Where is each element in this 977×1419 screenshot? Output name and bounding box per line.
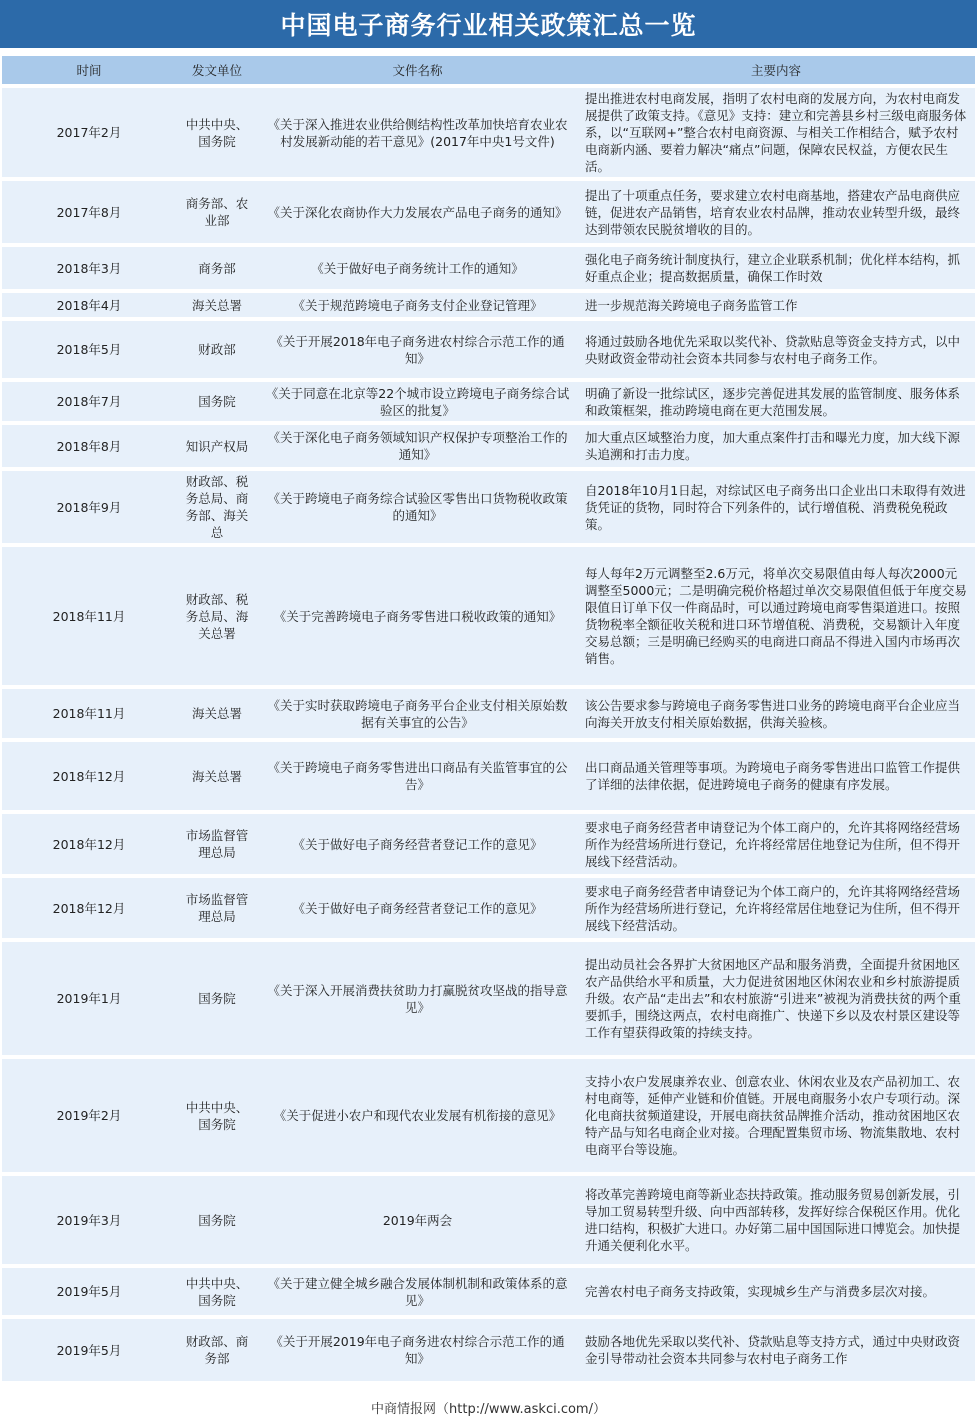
cell-content: 该公告要求参与跨境电子商务零售进口业务的跨境电商平台企业应当向海关开放支付相关原始数据，供海关验核。 — [577, 689, 975, 738]
cell-dept: 市场监督管理总局 — [176, 878, 258, 938]
table-row — [2, 425, 975, 467]
table-row — [2, 547, 975, 685]
cell-content: 明确了新设一批综试区，逐步完善促进其发展的监管制度、服务体系和政策框架，推动跨境电商在更大范围发展。 — [577, 382, 975, 421]
cell-time: 2018年4月 — [2, 293, 176, 317]
table-row — [2, 942, 975, 1055]
cell-dept: 财政部、税务总局、商务部、海关总 — [176, 471, 258, 543]
cell-dept: 国务院 — [176, 1176, 258, 1264]
cell-time: 2018年12月 — [2, 742, 176, 810]
cell-time: 2018年3月 — [2, 247, 176, 289]
cell-content: 强化电子商务统计制度执行，建立企业联系机制；优化样本结构，抓好重点企业；提高数据质量，确保工作时效 — [577, 247, 975, 289]
cell-content: 将改革完善跨境电商等新业态扶持政策。推动服务贸易创新发展，引导加工贸易转型升级、向中西部转移，发挥好综合保税区作用。优化进口结构，积极扩大进口。办好第二届中国国际进口博览会。加快提升通关便利化水平。 — [577, 1176, 975, 1264]
cell-time: 2019年5月 — [2, 1319, 176, 1381]
cell-content: 提出了十项重点任务，要求建立农村电商基地，搭建农产品电商供应链，促进农产品销售，培育农业农村品牌，推动农业转型升级，最终达到带领农民脱贫增收的目的。 — [577, 181, 975, 243]
cell-time: 2017年8月 — [2, 181, 176, 243]
cell-doc: 《关于建立健全城乡融合发展体制机制和政策体系的意见》 — [258, 1268, 577, 1315]
cell-time: 2018年5月 — [2, 321, 176, 378]
table-row — [2, 689, 975, 738]
cell-content: 进一步规范海关跨境电子商务监管工作 — [577, 293, 975, 317]
cell-dept: 海关总署 — [176, 689, 258, 738]
cell-doc: 《关于规范跨境电子商务支付企业登记管理》 — [258, 293, 577, 317]
cell-time: 2018年12月 — [2, 814, 176, 874]
cell-time: 2019年5月 — [2, 1268, 176, 1315]
cell-content: 提出动员社会各界扩大贫困地区产品和服务消费，全面提升贫困地区农产品供给水平和质量，大力促进贫困地区休闲农业和乡村旅游提质升级。农产品“走出去”和农村旅游“引进来”被视为消费扶贫的两个重要抓手，围绕这两点，农村电商推广、快递下乡以及农村景区建设等工作有望获得政策的持续支持。 — [577, 942, 975, 1055]
cell-content: 出口商品通关管理等事项。为跨境电子商务零售进出口监管工作提供了详细的法律依据，促进跨境电子商务的健康有序发展。 — [577, 742, 975, 810]
table-row — [2, 247, 975, 289]
cell-content: 支持小农户发展康养农业、创意农业、休闲农业及农产品初加工、农村电商等，延伸产业链和价值链。开展电商服务小农户专项行动。深化电商扶贫频道建设，开展电商扶贫品牌推介活动，推动贫困地区农特产品与知名电商企业对接。合理配置集贸市场、物流集散地、农村电商平台等设施。 — [577, 1059, 975, 1172]
cell-content: 每人每年2万元调整至2.6万元，将单次交易限值由每人每次2000元调整至5000元；二是明确完税价格超过单次交易限值但低于年度交易限值日订单下仅一件商品时，可以通过跨境电商零售渠道进口。按照货物税率全额征收关税和进口环节增值税、消费税，交易额计入年度交易总额；三是明确已经购买的电商进口商品不得进入国内市场再次销售。 — [577, 547, 975, 685]
table-body — [2, 88, 975, 1381]
table-row — [2, 742, 975, 810]
cell-dept: 中共中央、国务院 — [176, 1059, 258, 1172]
cell-doc: 《关于同意在北京等22个城市设立跨境电子商务综合试验区的批复》 — [258, 382, 577, 421]
cell-time: 2018年11月 — [2, 689, 176, 738]
cell-content: 要求电子商务经营者申请登记为个体工商户的，允许其将网络经营场所作为经营场所进行登记，允许将经常居住地登记为住所，但不得开展线下经营活动。 — [577, 814, 975, 874]
table-row — [2, 1319, 975, 1381]
header-content: 主要内容 — [577, 56, 975, 84]
cell-dept: 知识产权局 — [176, 425, 258, 467]
cell-doc: 《关于做好电子商务经营者登记工作的意见》 — [258, 814, 577, 874]
cell-time: 2019年3月 — [2, 1176, 176, 1264]
cell-time: 2019年2月 — [2, 1059, 176, 1172]
cell-dept: 财政部 — [176, 321, 258, 378]
cell-doc: 《关于做好电子商务统计工作的通知》 — [258, 247, 577, 289]
cell-doc: 2019年两会 — [258, 1176, 577, 1264]
cell-dept: 中共中央、国务院 — [176, 1268, 258, 1315]
cell-dept: 国务院 — [176, 942, 258, 1055]
table-row — [2, 321, 975, 378]
cell-doc: 《关于做好电子商务经营者登记工作的意见》 — [258, 878, 577, 938]
table-header — [2, 56, 975, 84]
cell-time: 2018年12月 — [2, 878, 176, 938]
cell-doc: 《关于深化电子商务领域知识产权保护专项整治工作的通知》 — [258, 425, 577, 467]
cell-time: 2018年7月 — [2, 382, 176, 421]
cell-time: 2018年8月 — [2, 425, 176, 467]
table-row — [2, 293, 975, 317]
cell-doc: 《关于完善跨境电子商务零售进口税收政策的通知》 — [258, 547, 577, 685]
cell-doc: 《关于开展2018年电子商务进农村综合示范工作的通知》 — [258, 321, 577, 378]
cell-dept: 中共中央、国务院 — [176, 88, 258, 177]
cell-dept: 财政部、税务总局、海关总署 — [176, 547, 258, 685]
cell-dept: 财政部、商务部 — [176, 1319, 258, 1381]
cell-doc: 《关于深化农商协作大力发展农产品电子商务的通知》 — [258, 181, 577, 243]
cell-dept: 国务院 — [176, 382, 258, 421]
header-dept: 发文单位 — [176, 56, 258, 84]
cell-time: 2018年9月 — [2, 471, 176, 543]
table-row — [2, 88, 975, 177]
cell-content: 完善农村电子商务支持政策，实现城乡生产与消费多层次对接。 — [577, 1268, 975, 1315]
header-doc: 文件名称 — [258, 56, 577, 84]
cell-doc: 《关于深入推进农业供给侧结构性改革加快培育农业农村发展新动能的若干意见》(2017年中央1号文件) — [258, 88, 577, 177]
cell-doc: 《关于跨境电子商务综合试验区零售出口货物税收政策的通知》 — [258, 471, 577, 543]
cell-content: 提出推进农村电商发展，指明了农村电商的发展方向，为农村电商发展提供了政策支持。《意见》支持：建立和完善县乡村三级电商服务体系，以“互联网+”整合农村电商资源、与相关工作相结合，赋予农村电商新内涵、要着力解决“痛点”问题，保障农民权益，方便农民生活。 — [577, 88, 975, 177]
table-row — [2, 1268, 975, 1315]
cell-dept: 市场监督管理总局 — [176, 814, 258, 874]
table-row — [2, 382, 975, 421]
footer-source: 中商情报网（http://www.askci.com/） — [371, 1402, 606, 1417]
page-title: 中国电子商务行业相关政策汇总一览 — [0, 0, 977, 48]
table-row — [2, 181, 975, 243]
table-row — [2, 1176, 975, 1264]
cell-time: 2019年1月 — [2, 942, 176, 1055]
cell-dept: 海关总署 — [176, 293, 258, 317]
cell-doc: 《关于实时获取跨境电子商务平台企业支付相关原始数据有关事宜的公告》 — [258, 689, 577, 738]
cell-doc: 《关于跨境电子商务零售进出口商品有关监管事宜的公告》 — [258, 742, 577, 810]
cell-content: 将通过鼓励各地优先采取以奖代补、贷款贴息等资金支持方式，以中央财政资金带动社会资本共同参与农村电子商务工作。 — [577, 321, 975, 378]
cell-content: 要求电子商务经营者申请登记为个体工商户的，允许其将网络经营场所作为经营场所进行登记，允许将经常居住地登记为住所，但不得开展线下经营活动。 — [577, 878, 975, 938]
policy-table — [2, 52, 975, 1385]
cell-dept: 海关总署 — [176, 742, 258, 810]
cell-doc: 《关于开展2019年电子商务进农村综合示范工作的通知》 — [258, 1319, 577, 1381]
header-time: 时间 — [2, 56, 176, 84]
table-row — [2, 878, 975, 938]
table-row — [2, 471, 975, 543]
table-row — [2, 814, 975, 874]
cell-doc: 《关于促进小农户和现代农业发展有机衔接的意见》 — [258, 1059, 577, 1172]
cell-time: 2017年2月 — [2, 88, 176, 177]
cell-dept: 商务部 — [176, 247, 258, 289]
cell-dept: 商务部、农业部 — [176, 181, 258, 243]
cell-time: 2018年11月 — [2, 547, 176, 685]
cell-content: 鼓励各地优先采取以奖代补、贷款贴息等支持方式，通过中央财政资金引导带动社会资本共同参与农村电子商务工作 — [577, 1319, 975, 1381]
cell-doc: 《关于深入开展消费扶贫助力打赢脱贫攻坚战的指导意见》 — [258, 942, 577, 1055]
cell-content: 自2018年10月1日起，对综试区电子商务出口企业出口未取得有效进货凭证的货物，同时符合下列条件的，试行增值税、消费税免税政策。 — [577, 471, 975, 543]
cell-content: 加大重点区域整治力度，加大重点案件打击和曝光力度，加大线下源头追溯和打击力度。 — [577, 425, 975, 467]
table-row — [2, 1059, 975, 1172]
header-row — [2, 56, 975, 84]
